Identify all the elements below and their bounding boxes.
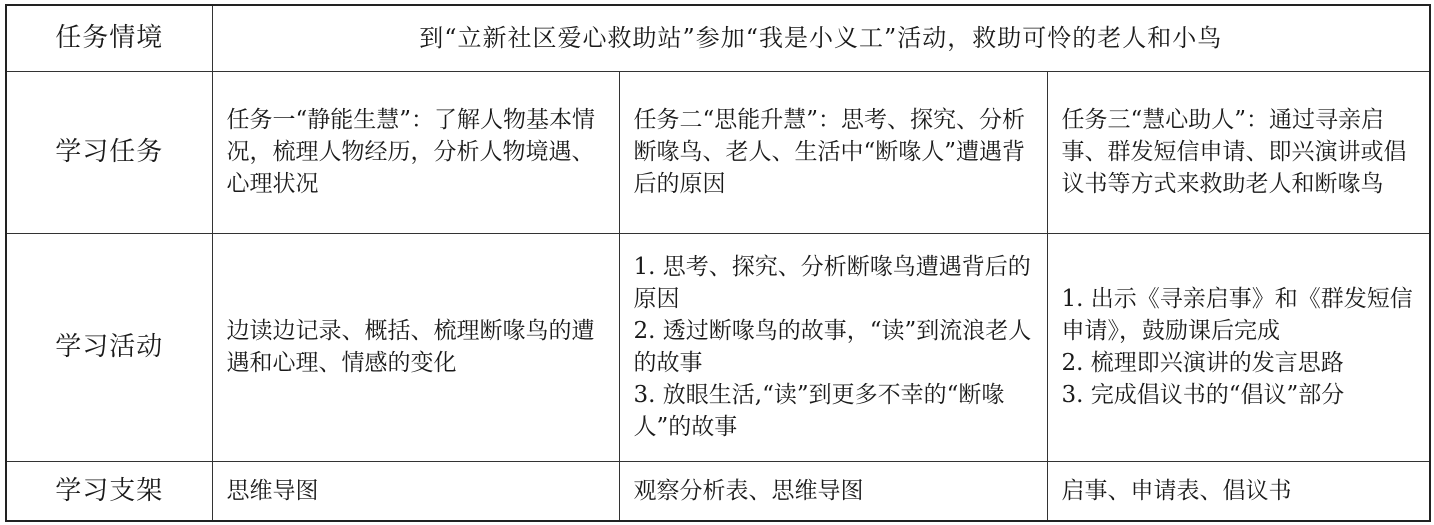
task-scenario-text: 到“立新社区爱心救助站”参加“我是小义工”活动，救助可怜的老人和小鸟 (212, 5, 1430, 71)
activity-two-cell (619, 233, 1047, 461)
task-three-cell (1047, 71, 1430, 233)
task-two-text: 任务二“思能升慧”：思考、探究、分析断喙鸟、老人、生活中“断喙人”遭遇背后的原因 (633, 107, 1026, 197)
scaffold-one-cell: 思维导图 (212, 461, 619, 521)
learning-task-table (5, 4, 1431, 522)
header-learning-tasks: 学习任务 (6, 71, 212, 233)
activity-two-item: 3. 放眼生活,“读”到更多不幸的“断喙人”的故事 (633, 382, 1005, 440)
activity-two-item: 1. 思考、探究、分析断喙鸟遭遇背后的原因 (633, 254, 1031, 312)
scaffold-three-cell: 启事、申请表、倡议书 (1047, 461, 1430, 521)
task-three-text: 任务三“慧心助人”：通过寻亲启事、群发短信申请、即兴演讲或倡议书等方式来救助老人和断喙鸟 (1061, 107, 1407, 197)
activity-three-cell (1047, 233, 1430, 461)
scaffold-two-cell: 观察分析表、思维导图 (619, 461, 1047, 521)
activity-one-text: 边读边记录、概括、梳理断喙鸟的遭遇和心理、情感的变化 (226, 318, 595, 376)
activity-one-cell (212, 233, 619, 461)
activity-three-item: 3. 完成倡议书的“倡议”部分 (1061, 382, 1345, 408)
header-learning-activities: 学习活动 (6, 233, 212, 461)
row-learning-activities (6, 233, 1430, 461)
header-learning-scaffold: 学习支架 (6, 461, 212, 521)
task-one-cell (212, 71, 619, 233)
row-learning-tasks (6, 71, 1430, 233)
activity-three-item: 2. 梳理即兴演讲的发言思路 (1061, 350, 1344, 376)
activity-three-item: 1. 出示《寻亲启事》和《群发短信申请》，鼓励课后完成 (1061, 286, 1413, 344)
row-learning-scaffold (6, 461, 1430, 521)
task-one-text: 任务一“静能生慧”：了解人物基本情况，梳理人物经历，分析人物境遇、心理状况 (226, 107, 596, 197)
header-task-scenario: 任务情境 (6, 5, 212, 71)
row-task-scenario (6, 5, 1430, 71)
task-two-cell (619, 71, 1047, 233)
activity-two-item: 2. 透过断喙鸟的故事，“读”到流浪老人的故事 (633, 318, 1032, 376)
